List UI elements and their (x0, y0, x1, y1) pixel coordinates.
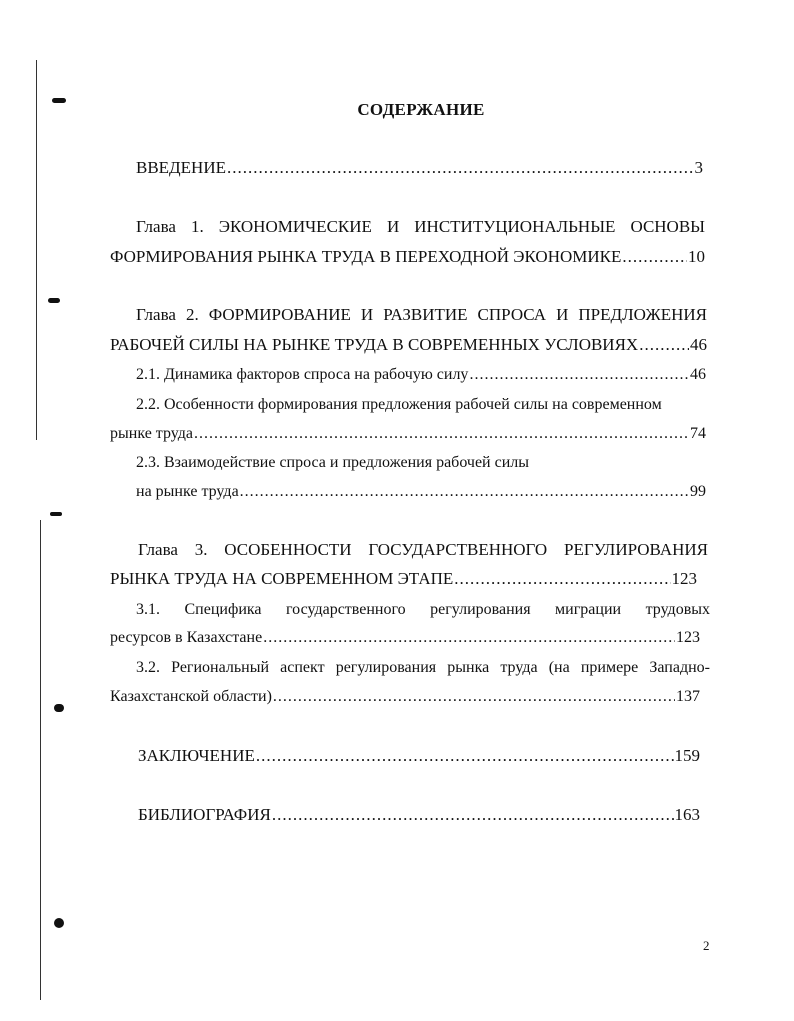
toc-entry-s22-line2 (110, 424, 706, 444)
toc-entry-s23-line2 (136, 482, 706, 502)
toc-entry-intro (136, 158, 703, 178)
toc-page: 46 (690, 335, 707, 354)
toc-leader-dots (272, 805, 674, 825)
toc-label: ФОРМИРОВАНИЯ РЫНКА ТРУДА В ПЕРЕХОДНОЙ ЭКОНОМИКЕ (110, 247, 622, 266)
toc-entry-ch3-line1: Глава 3. ОСОБЕННОСТИ ГОСУДАРСТВЕННОГО РЕГУЛИРОВАНИЯ (138, 540, 708, 559)
toc-entry-s23-line1: 2.3. Взаимодействие спроса и предложения рабочей силы (136, 454, 530, 471)
toc-entry-ch1-line2 (110, 247, 705, 267)
toc-leader-dots (263, 628, 675, 648)
toc-page: 123 (671, 569, 697, 588)
toc-leader-dots (227, 158, 694, 178)
toc-label: БИБЛИОГРАФИЯ (138, 805, 271, 824)
page-title: СОДЕРЖАНИЕ (357, 100, 485, 119)
toc-label: ВВЕДЕНИЕ (136, 158, 226, 177)
toc-entry-ch1-line1: Глава 1. ЭКОНОМИЧЕСКИЕ И ИНСТИТУЦИОНАЛЬНЫЕ ОСНОВЫ (136, 217, 705, 236)
toc-leader-dots (469, 365, 689, 385)
toc-page: 46 (690, 366, 706, 383)
toc-leader-dots (256, 746, 674, 766)
toc-entry-s31-line2 (110, 628, 700, 648)
toc-entry-s21 (136, 365, 706, 385)
toc-entry-s22-line1: 2.2. Особенности формирования предложения рабочей силы на современном (136, 396, 662, 413)
toc-entry-ch2-line2 (110, 335, 707, 355)
toc-entry-s32-line2 (110, 687, 700, 707)
toc-entry-s32-line1: 3.2. Региональный аспект регулирования рынка труда (на примере Западно- (136, 659, 710, 676)
toc-entry-bibliography (138, 805, 700, 825)
toc-label: ЗАКЛЮЧЕНИЕ (138, 746, 255, 765)
toc-entry-ch2-line1: Глава 2. ФОРМИРОВАНИЕ И РАЗВИТИЕ СПРОСА И ПРЕДЛОЖЕНИЯ (136, 305, 707, 324)
toc-page: 123 (676, 629, 700, 646)
toc-page: 163 (674, 805, 700, 824)
toc-leader-dots (273, 687, 675, 707)
toc-label: РЫНКА ТРУДА НА СОВРЕМЕННОМ ЭТАПЕ (110, 569, 454, 588)
toc-page: 74 (690, 425, 706, 442)
toc-entry-conclusion (138, 746, 700, 766)
punch-hole-mark (54, 704, 64, 712)
toc-label: 2.1. Динамика факторов спроса на рабочую силу (136, 366, 469, 383)
toc-page: 99 (690, 483, 706, 500)
toc-page: 137 (676, 688, 700, 705)
toc-leader-dots (240, 482, 689, 502)
toc-leader-dots (194, 424, 689, 444)
binding-edge-line (40, 520, 41, 1000)
toc-label: рынке труда (110, 425, 193, 442)
punch-hole-mark (50, 512, 62, 516)
toc-label: РАБОЧЕЙ СИЛЫ НА РЫНКЕ ТРУДА В СОВРЕМЕННЫХ УСЛОВИЯХ (110, 335, 639, 354)
toc-label: на рынке труда (136, 483, 239, 500)
punch-hole-mark (48, 298, 60, 303)
toc-page: 159 (674, 746, 700, 765)
toc-page: 10 (688, 247, 705, 266)
toc-leader-dots (454, 569, 670, 589)
toc-leader-dots (639, 335, 689, 355)
toc-page: 3 (694, 158, 703, 177)
page-number: 2 (703, 938, 710, 953)
punch-hole-mark (54, 918, 64, 928)
toc-label: ресурсов в Казахстане (110, 629, 263, 646)
toc-label: Казахстанской области) (110, 688, 272, 705)
toc-leader-dots (622, 247, 687, 267)
toc-entry-s31-line1: 3.1. Специфика государственного регулирования миграции трудовых (136, 601, 710, 618)
toc-entry-ch3-line2 (110, 569, 697, 589)
